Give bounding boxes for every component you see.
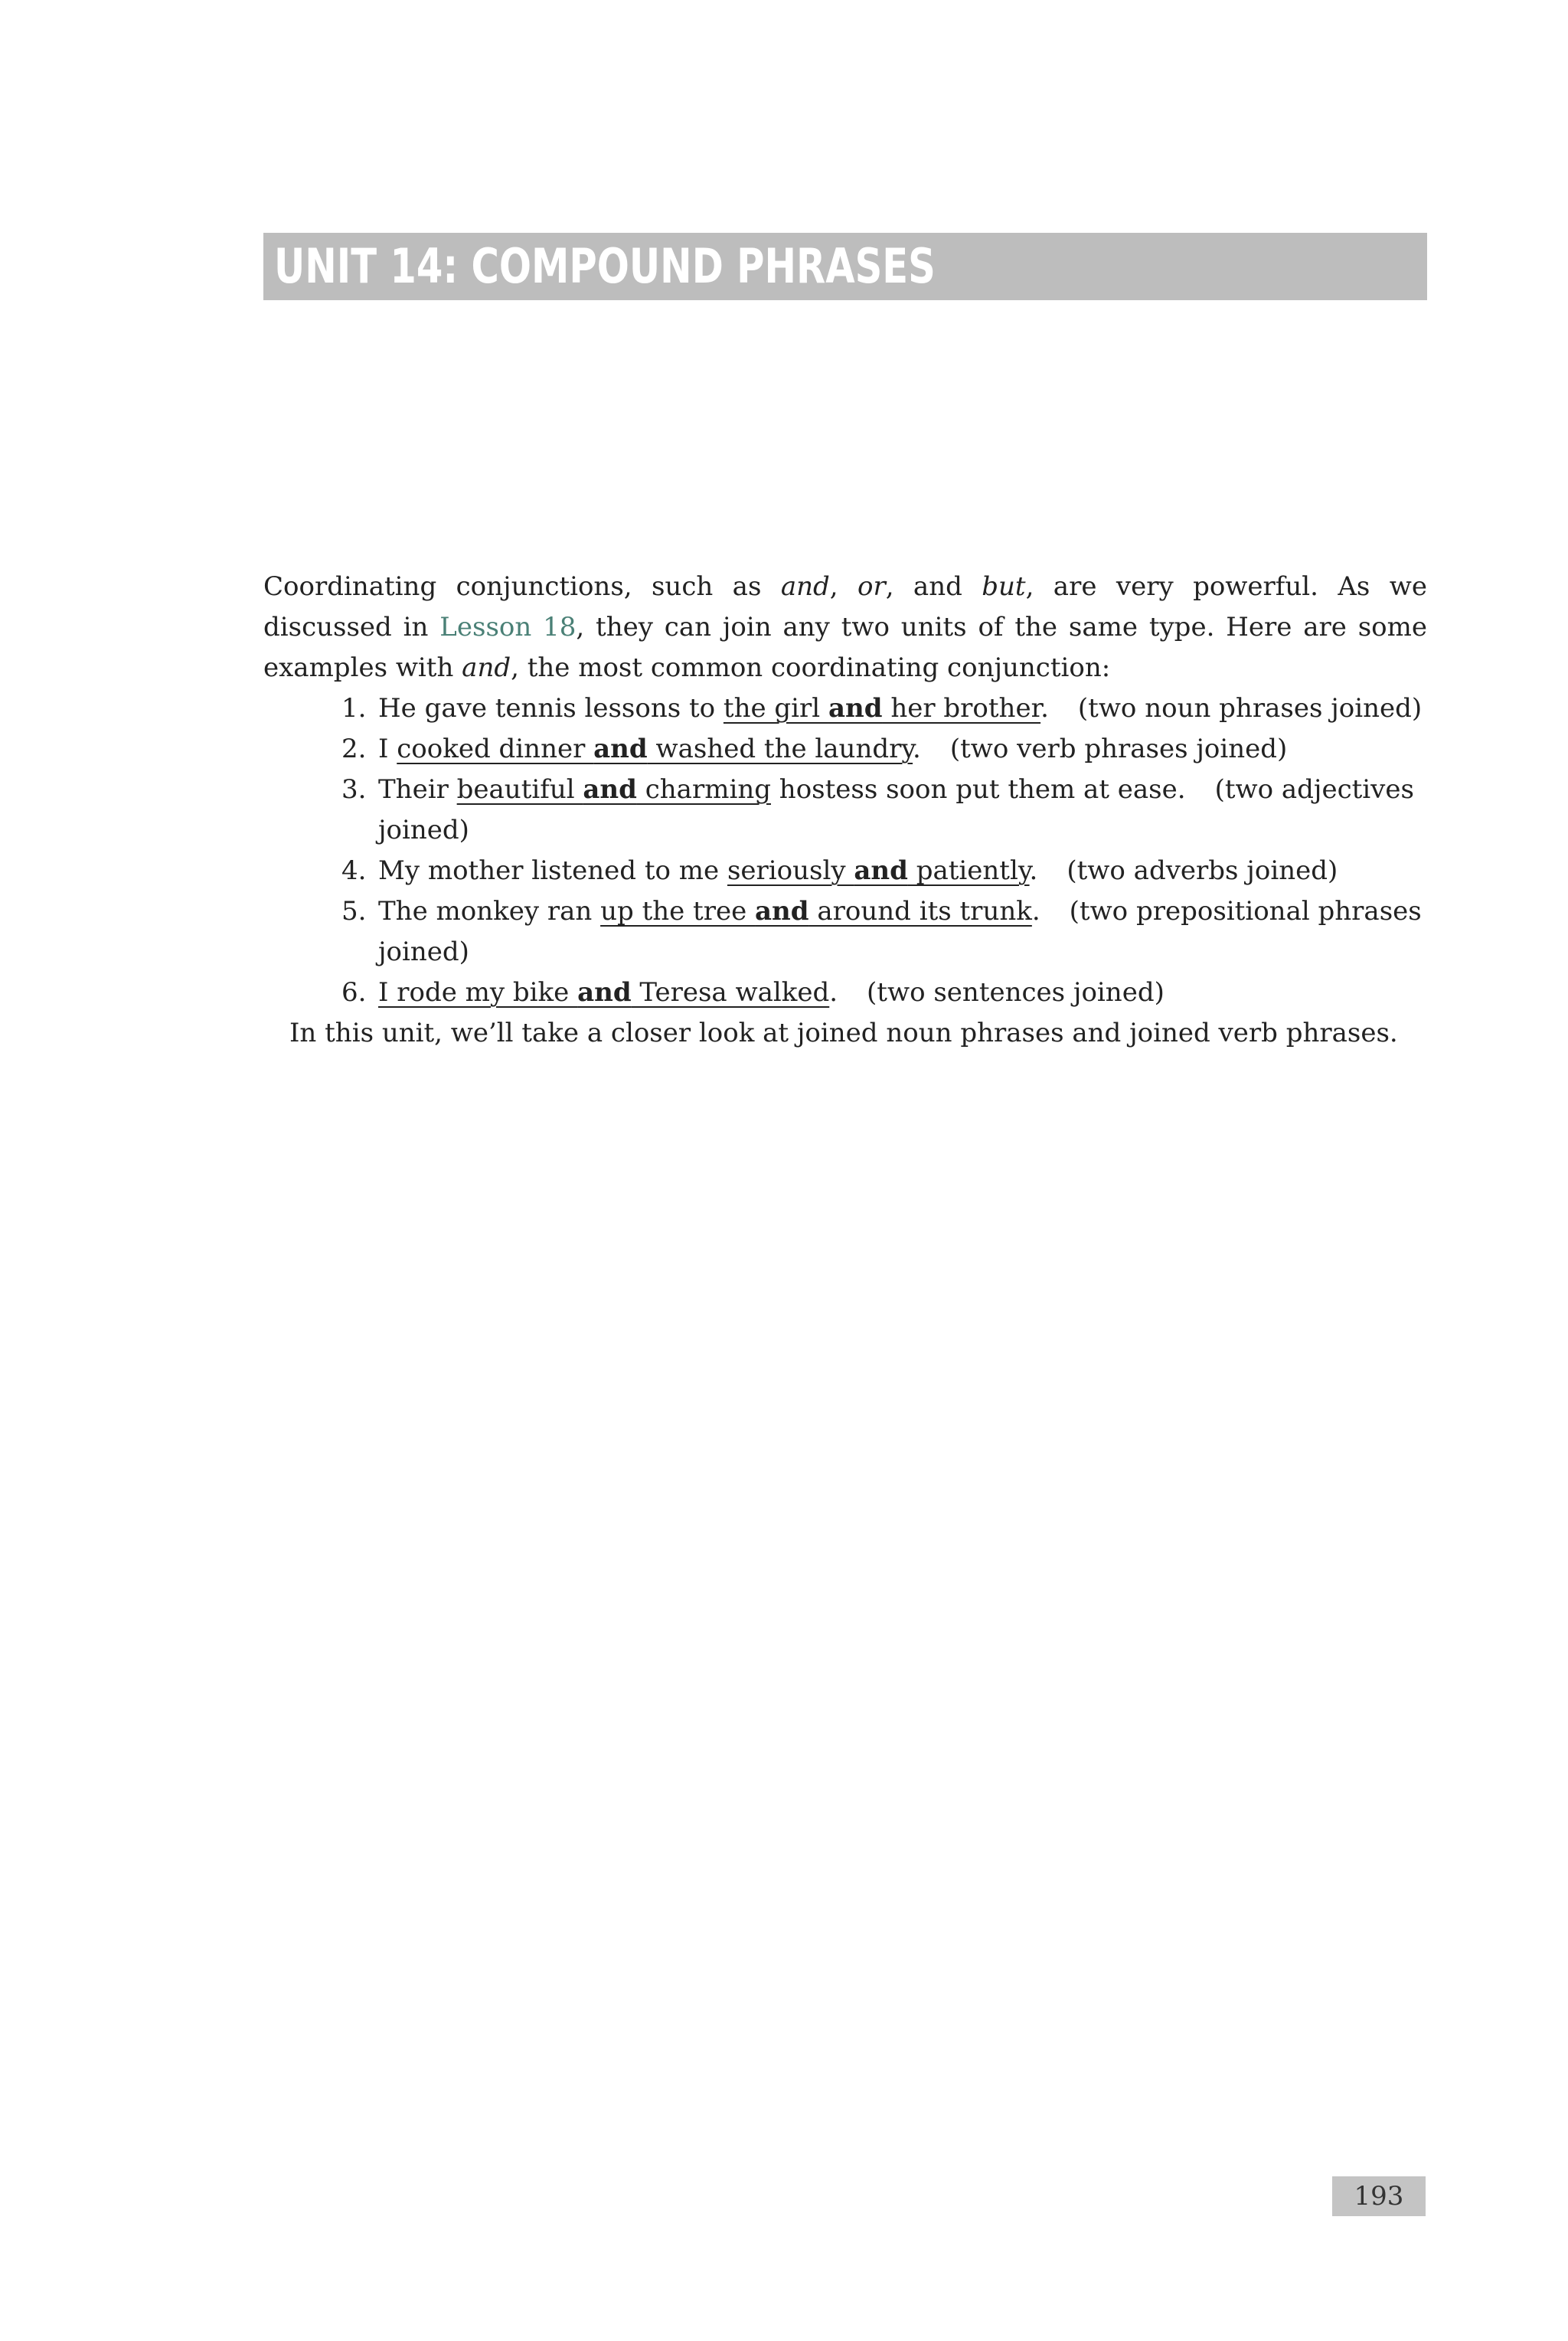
intro-text: , are very powerful. As we discussed in [263,571,1427,642]
example-part: charming [636,774,771,805]
page-number: 193 [1332,2176,1426,2216]
example-part: seriously [727,855,854,886]
intro-text: , they can join any two units of the same type. Here are some examples with [263,612,1428,683]
example-compound [397,734,913,764]
unit-title: UNIT 14: COMPOUND PHRASES [274,238,936,294]
intro-paragraph [263,567,1427,688]
main-content [263,567,1427,1054]
example-part: the girl [723,693,828,724]
example-number: 3. [341,774,367,805]
example-compound [378,977,829,1008]
example-note: (two noun phrases joined) [1077,693,1423,724]
example-text: Their [378,774,457,805]
example-number: 5. [341,896,367,927]
example-number: 6. [341,977,367,1008]
example-text: I [378,734,397,764]
example-compound [727,855,1030,886]
example-item [263,688,1427,729]
lesson-18-link[interactable]: Lesson 18 [439,612,577,642]
example-text: hostess soon put them at ease. [770,774,1186,805]
example-part: patiently [907,855,1030,886]
intro-text: Coordinating conjunctions, such as [263,571,781,602]
example-text: . [913,734,921,764]
example-item [263,973,1427,1013]
example-conjunction: and [577,977,632,1008]
example-conjunction: and [854,855,908,886]
example-part: I rode my bike [378,977,578,1008]
outro-paragraph: In this unit, we’ll take a closer look at joined noun phrases and joined verb phrases. [289,1018,1398,1048]
example-text: . [1029,855,1038,886]
unit-title-bar [263,233,1427,300]
examples-list [263,688,1427,1013]
example-conjunction: and [828,693,883,724]
intro-term-or: or [857,571,886,602]
example-number: 1. [341,693,367,724]
example-item [263,851,1427,891]
example-compound [724,693,1040,724]
example-compound [600,896,1032,927]
example-text: He gave tennis lessons to [378,693,724,724]
example-text: The monkey ran [378,896,601,927]
example-conjunction: and [593,734,648,764]
example-part: around its trunk [808,896,1032,927]
example-text: . [1040,693,1049,724]
example-part: beautiful [456,774,583,805]
intro-term-and: and [462,652,511,683]
intro-term-but: but [982,571,1026,602]
example-note: (two adverbs joined) [1067,855,1338,886]
example-text: . [1031,896,1040,927]
intro-text: , [829,571,858,602]
example-note: (two verb phrases joined) [949,734,1288,764]
intro-text: , and [885,571,982,602]
example-compound [457,774,771,805]
example-part: washed the laundry [647,734,913,764]
example-item [263,891,1427,973]
example-note: (two adjectives joined) [378,774,1414,845]
example-part: her brother [882,693,1041,724]
example-text: . [829,977,838,1008]
example-item [263,729,1427,770]
example-number: 4. [341,855,367,886]
example-part: Teresa walked [631,977,830,1008]
example-note: (two prepositional phrases joined) [378,896,1422,967]
example-part: up the tree [600,896,756,927]
example-text: My mother listened to me [378,855,727,886]
example-note: (two sentences joined) [867,977,1165,1008]
example-part: cooked dinner [397,734,594,764]
intro-term-and: and [780,571,830,602]
intro-text: , the most common coordinating conjunction: [511,652,1111,683]
example-conjunction: and [583,774,637,805]
example-conjunction: and [755,896,809,927]
example-number: 2. [341,734,367,764]
example-item [263,770,1427,851]
